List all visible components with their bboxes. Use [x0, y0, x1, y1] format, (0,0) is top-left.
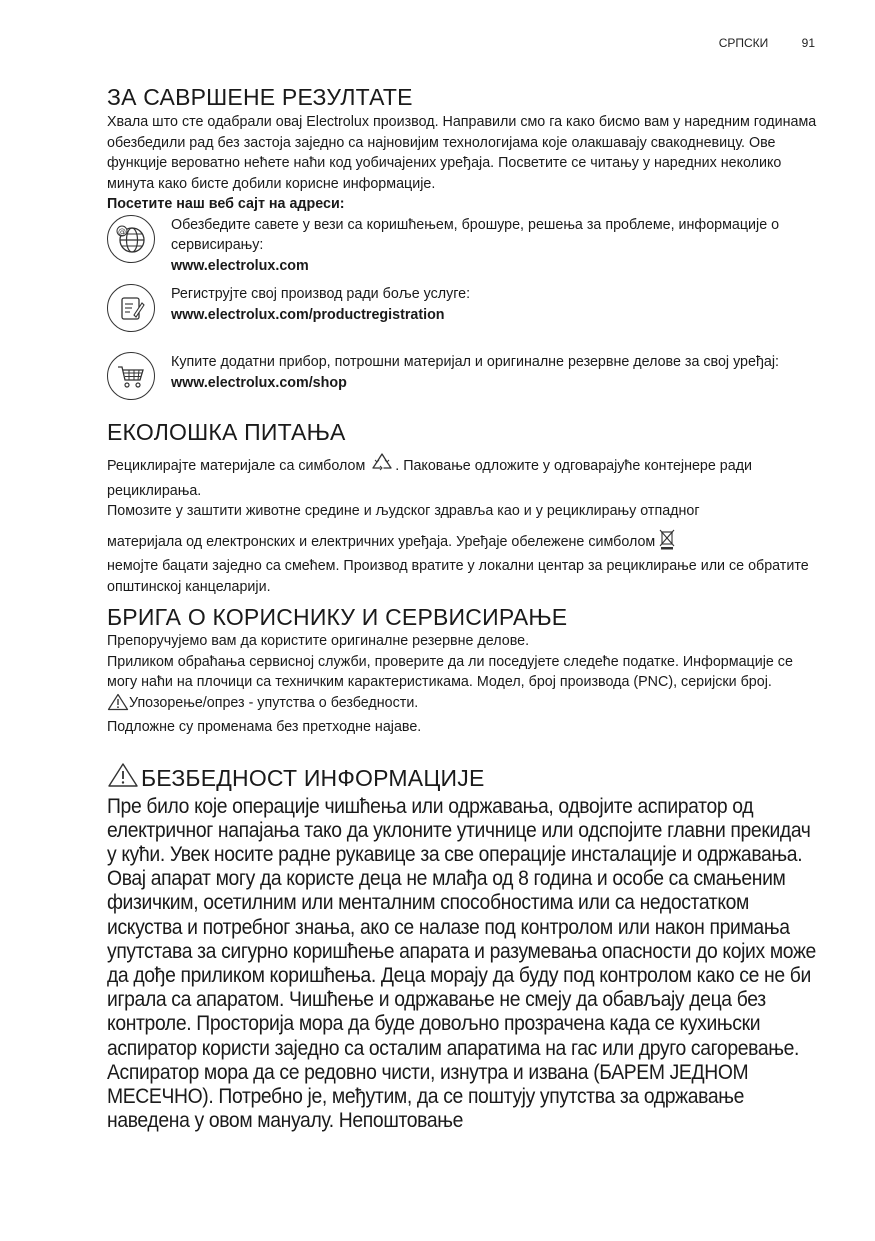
section-title-service: БРИГА О КОРИСНИКУ И СЕРВИСИРАЊЕ: [107, 604, 568, 630]
warning-icon: [107, 762, 141, 794]
info-item-registration: [107, 284, 817, 332]
section-title-eco: ЕКОЛОШКА ПИТАЊА: [107, 419, 346, 445]
safety-body: Пре било које операције чишћења или одржавања, одвојите аспиратор од електричног напајања тако да уклоните утичнице или одспојите главни прекидач у кући. Увек носите радне рукавице за све операције инсталације и одржавања. Овај апарат могу да користе деца не млађа од 8 година и особе са смањеним физичким, осетилним или менталним способностима или са недостатком искуства и потребног знања, ако се налазе под контролом или након примања упутстава за сигурно коришћење апарата и разумевања опасности до којих може да дође приликом коришћења. Деца морају да буду под контролом како се не би играла са апаратом. Чишћење и одржавање не смеју да обављају деца без контроле. Просторија мора да буде довољно прозрачена када се кухињски аспиратор користи заједно са осталим апаратима на гас или друго сагоревање. Аспиратор мора да се редовно чисти, изнутра и извана (БАРЕМ ЈЕДНОМ МЕСЕЧНО). Потребно је, међутим, да се поштују упутства за одржавање наведена у овом мануалу. Непоштовање: [107, 793, 816, 1133]
section-eco: [107, 418, 817, 597]
service-paragraph-1: Препоручујемо вам да користите оригиналне резервне делове.: [107, 633, 530, 649]
weee-bin-icon: [659, 528, 675, 557]
support-text: Обезбедите савете у вези са коришћењем, брошуре, решења за проблеме, информације о сервисирању:: [171, 216, 780, 253]
recycle-icon: [369, 452, 395, 481]
eco-paragraph-1: Рециклирајте материјале са симболом . Паковање одложите у одговарајуће контејнере ради рециклирања.: [107, 452, 817, 501]
info-item-support: [107, 215, 817, 277]
section-title-results: ЗА САВРШЕНЕ РЕЗУЛТАТЕ: [107, 84, 413, 110]
intro-paragraph: Хвала што сте одабрали овај Electrolux производ. Направили смо га како бисмо вам у наредним годинама обезбедили рад без застоја заједно са најновијим технологијама које олакшавају свакодневицу. Ове функције вероватно нећете наћи код уобичајених уређаја. Посветите се читању у наредних неколико минута како бисте добили корисне информације.: [107, 114, 817, 192]
page-number: 91: [801, 36, 815, 50]
registration-text: Региструјте свој производ ради боље услуге:: [171, 286, 471, 302]
globe-icon: [107, 215, 155, 263]
service-paragraph-2: Приликом обраћања сервисној служби, проверите да ли поседујете следеће податке. Информације се могу наћи на плочици са техничким карактеристикама. Модел, број производа (PNC), серијски број.: [107, 653, 793, 690]
registration-icon: [107, 284, 155, 332]
language-label: СРПСКИ: [718, 36, 769, 50]
svg-text:@: @: [118, 226, 126, 236]
shopping-cart-icon: [107, 352, 155, 400]
shop-link[interactable]: www.electrolux.com/shop: [171, 374, 347, 391]
registration-link[interactable]: www.electrolux.com/productregistration: [171, 306, 445, 323]
section-results: [107, 83, 817, 400]
warning-icon: [107, 693, 129, 718]
page-header: [719, 36, 815, 50]
section-title-safety: БЕЗБЕДНОСТ ИНФОРМАЦИЈЕ: [107, 762, 817, 794]
eco-paragraph-2-line1: Помозите у заштити животне средине и људског здравља као и у рециклирању отпадног: [107, 503, 700, 519]
service-warning: Упозорење/опрез - упутства о безбедности.: [107, 693, 817, 718]
shop-text: Купите додатни прибор, потрошни материјал и оригиналне резервне делове за свој уређај:: [171, 354, 780, 370]
section-service: [107, 603, 817, 738]
eco-paragraph-2: материјала од електронских и електричних уређаја. Уређаје обележене симболом немојте бацати заједно са смећем. Производ вратите у локални центар за рециклирање или се обратите општинској канцеларији.: [107, 528, 817, 598]
visit-label: Посетите наш веб сајт на адреси:: [107, 196, 345, 212]
info-item-shop: [107, 352, 817, 400]
section-safety: [107, 762, 817, 1133]
service-note: Подложне су променама без претходне најаве.: [107, 719, 422, 735]
support-link[interactable]: www.electrolux.com: [171, 257, 309, 274]
document-content: [107, 83, 817, 1132]
